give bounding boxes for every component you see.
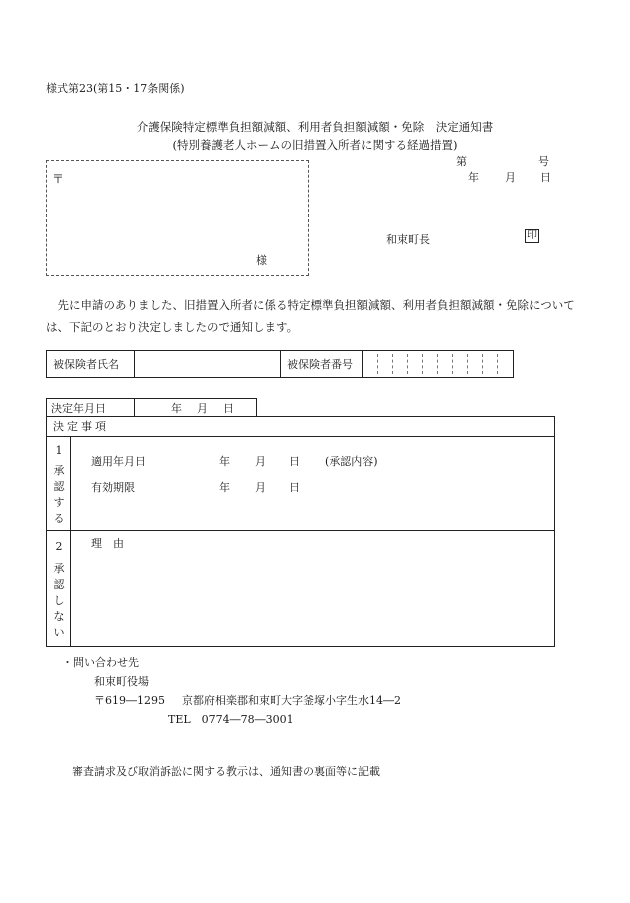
issue-date-day: 日 xyxy=(540,171,551,184)
document-title: 介護保険特定標準負担額減額、利用者負担額減額・免除 決定通知書 xyxy=(136,120,494,134)
decision-items-header: 決定事項 xyxy=(47,417,554,437)
contact-block xyxy=(62,653,401,729)
approve-number-column xyxy=(47,437,71,530)
decision-date-day: 日 xyxy=(223,401,234,415)
digit-divider xyxy=(467,354,468,374)
insured-number-label: 被保険者番号 xyxy=(281,351,363,377)
seal-icon: 印 xyxy=(527,230,537,241)
insured-table xyxy=(46,350,514,378)
reason-label: 理 由 xyxy=(91,537,124,550)
contact-address: 京都府相楽郡和束町大字釜塚小字生水14―2 xyxy=(182,694,401,707)
reject-char: い xyxy=(53,626,65,639)
approve-char: 認 xyxy=(53,480,65,493)
digit-divider xyxy=(452,354,453,374)
insured-number-field[interactable] xyxy=(363,351,513,377)
contact-office: 和束町役場 xyxy=(94,675,149,688)
reject-row xyxy=(47,531,554,646)
appeal-instruction: 審査請求及び取消訴訟に関する教示は、通知書の裏面等に記載 xyxy=(72,765,380,778)
valid-period-year: 年 xyxy=(219,481,230,494)
contact-postal: 〒619―1295 xyxy=(94,694,165,707)
digit-divider xyxy=(392,354,393,374)
decision-date-row xyxy=(46,398,257,417)
form-number: 様式第23(第15・17条関係) xyxy=(46,82,185,95)
digit-divider xyxy=(407,354,408,374)
digit-divider xyxy=(437,354,438,374)
reject-char: 承 xyxy=(53,562,65,575)
decision-date-field[interactable] xyxy=(135,400,256,416)
valid-period-day: 日 xyxy=(289,481,300,494)
apply-date-year: 年 xyxy=(219,455,230,468)
recipient-address-box xyxy=(46,160,309,276)
decision-items-table xyxy=(46,416,555,647)
digit-divider xyxy=(497,354,498,374)
doc-number-suffix: 号 xyxy=(538,155,549,168)
reject-number-column xyxy=(47,531,71,646)
digit-divider xyxy=(377,354,378,374)
reject-char: し xyxy=(53,594,65,607)
approve-char: 承 xyxy=(53,464,65,477)
reject-number: 2 xyxy=(55,540,63,553)
reject-char: 認 xyxy=(53,578,65,591)
approve-number: 1 xyxy=(55,444,63,457)
decision-date-month: 月 xyxy=(197,401,208,415)
digit-divider xyxy=(422,354,423,374)
insured-name-field[interactable] xyxy=(135,351,281,377)
postal-mark-icon: 〒 xyxy=(52,172,65,186)
contact-tel: TEL 0774―78―3001 xyxy=(168,713,294,726)
issuer-mayor: 和束町長 xyxy=(386,233,430,246)
insured-name-label: 被保険者氏名 xyxy=(47,351,135,377)
decision-date-year: 年 xyxy=(171,401,182,415)
approve-char: る xyxy=(53,512,65,525)
doc-number-prefix: 第 xyxy=(456,155,467,168)
approve-row xyxy=(47,437,554,531)
valid-period-month: 月 xyxy=(255,481,266,494)
digit-divider xyxy=(482,354,483,374)
apply-date-day: 日 xyxy=(289,455,300,468)
apply-date-month: 月 xyxy=(255,455,266,468)
issue-date-year: 年 xyxy=(468,171,479,184)
document-subtitle: (特別養護老人ホームの旧措置入所者に関する経過措置) xyxy=(172,138,458,152)
contact-address-line xyxy=(62,691,401,710)
valid-period-label: 有効期限 xyxy=(91,481,135,494)
body-text: 先に申請のありました、旧措置入所者に係る特定標準負担額減額、利用者負担額減額・免除については、下記のとおり決定しましたので通知します。 xyxy=(46,298,575,334)
issue-date-month: 月 xyxy=(505,171,516,184)
approve-char: す xyxy=(53,496,65,509)
approval-content-label: (承認内容) xyxy=(325,455,378,468)
reject-char: な xyxy=(53,610,65,623)
recipient-honorific: 様 xyxy=(256,254,267,267)
apply-date-label: 適用年月日 xyxy=(91,455,146,468)
contact-heading: ・問い合わせ先 xyxy=(62,656,139,669)
decision-date-label: 決定年月日 xyxy=(47,399,135,416)
